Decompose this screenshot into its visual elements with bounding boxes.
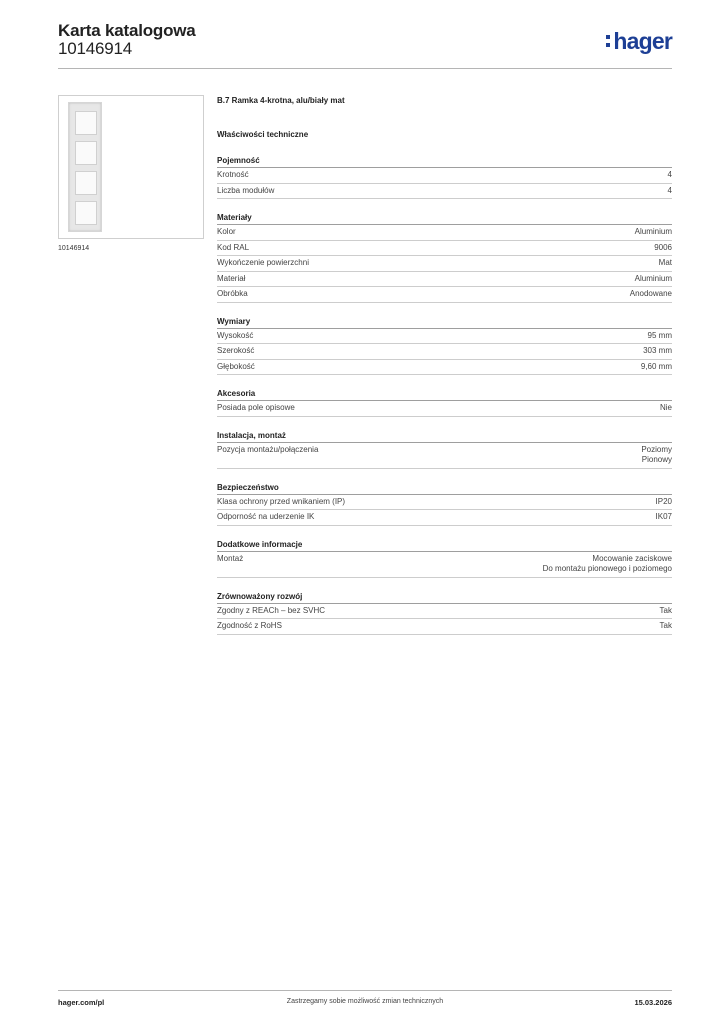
spec-value	[656, 497, 672, 508]
spec-value-line: 9006	[654, 242, 672, 252]
spec-label: Klasa ochrony przed wnikaniem (IP)	[217, 496, 346, 506]
spec-sections	[217, 156, 672, 635]
spec-row	[217, 495, 672, 511]
spec-label: Pozycja montażu/połączenia	[217, 444, 319, 454]
spec-row	[217, 510, 672, 526]
spec-value-line: Mat	[658, 258, 672, 267]
spec-value-line: Mocowanie zaciskowe	[592, 553, 672, 563]
spec-row	[217, 329, 672, 345]
spec-value-line: Do montażu pionowego i poziomego	[542, 564, 672, 573]
spec-row	[217, 360, 672, 376]
spec-value-line: 9,60 mm	[640, 361, 672, 371]
spec-value	[643, 346, 672, 357]
spec-value-line: Nie	[659, 403, 672, 412]
frame-4-gang-image	[68, 102, 102, 232]
header-divider	[58, 68, 672, 69]
spec-row	[217, 241, 672, 257]
frame-opening	[75, 141, 97, 165]
spec-value-line: 4	[667, 170, 672, 179]
spec-section	[217, 483, 672, 526]
spec-label: Kolor	[217, 227, 236, 236]
spec-value-line: Tak	[659, 621, 672, 630]
spec-label: Głębokość	[217, 361, 255, 371]
spec-value	[641, 445, 672, 466]
spec-row	[217, 168, 672, 184]
spec-label: Zgodność z RoHS	[217, 621, 282, 630]
spec-label: Montaż	[217, 553, 244, 563]
section-title: Pojemność	[217, 156, 672, 168]
spec-row	[217, 619, 672, 635]
footer-notice: Zastrzegamy sobie możliwość zmian technicznych	[286, 998, 444, 1005]
section-title: Materiały	[217, 213, 672, 225]
frame-opening	[75, 171, 97, 195]
spec-label: Materiał	[217, 273, 246, 283]
spec-row	[217, 344, 672, 360]
spec-label: Zgodny z REACh – bez SVHC	[217, 605, 326, 615]
spec-value	[659, 258, 672, 269]
spec-label: Krotność	[217, 170, 249, 179]
spec-label: Kod RAL	[217, 242, 250, 252]
spec-value-line: 4	[667, 185, 672, 195]
logo-colon-icon	[606, 34, 611, 48]
spec-row	[217, 184, 672, 200]
spec-label: Szerokość	[217, 346, 255, 355]
spec-section	[217, 540, 672, 578]
spec-value-line: IK07	[655, 512, 672, 521]
spec-section	[217, 317, 672, 376]
spec-value	[654, 243, 672, 254]
spec-value	[543, 554, 672, 575]
spec-section	[217, 592, 672, 635]
logo-text: hager	[613, 28, 672, 54]
spec-value-line: Poziomy	[641, 444, 672, 454]
spec-label: Wykończenie powierzchni	[217, 258, 309, 267]
spec-value-line: Tak	[659, 605, 672, 615]
spec-value	[630, 289, 672, 300]
spec-label: Wysokość	[217, 330, 254, 340]
spec-value	[660, 621, 672, 632]
spec-row	[217, 552, 672, 578]
spec-value	[660, 606, 672, 617]
spec-section	[217, 431, 672, 469]
footer-date: 15.03.2026	[634, 998, 672, 1007]
spec-section	[217, 213, 672, 303]
spec-value	[660, 403, 672, 414]
product-name: B.7 Ramka 4-krotna, alu/biały mat	[217, 96, 345, 105]
spec-row	[217, 225, 672, 241]
spec-row	[217, 401, 672, 417]
footer-divider	[58, 990, 672, 991]
spec-value-line: 303 mm	[643, 346, 672, 355]
spec-value-line: IP20	[655, 496, 672, 506]
spec-value	[641, 362, 672, 373]
spec-value-line: 95 mm	[647, 330, 672, 340]
section-title: Bezpieczeństwo	[217, 483, 672, 495]
spec-value-line: Pionowy	[641, 455, 672, 464]
spec-value	[668, 170, 672, 181]
spec-row	[217, 604, 672, 620]
spec-value-line: Aluminium	[634, 273, 672, 283]
document-number: 10146914	[58, 39, 133, 58]
spec-value-line: Aluminium	[634, 227, 672, 236]
section-title: Akcesoria	[217, 389, 672, 401]
section-title: Wymiary	[217, 317, 672, 329]
spec-row	[217, 272, 672, 288]
spec-label: Posiada pole opisowe	[217, 403, 295, 412]
spec-label: Odporność na uderzenie IK	[217, 512, 315, 521]
technical-properties-heading: Właściwości techniczne	[217, 130, 309, 139]
frame-opening	[75, 111, 97, 135]
spec-content	[217, 96, 672, 635]
spec-row	[217, 256, 672, 272]
product-image	[58, 95, 204, 239]
hager-logo	[606, 28, 672, 55]
spec-value-line: Anodowane	[629, 289, 672, 298]
product-image-caption: 10146914	[58, 245, 90, 252]
spec-value	[635, 227, 672, 238]
spec-label: Obróbka	[217, 289, 248, 298]
spec-label: Liczba modułów	[217, 185, 275, 195]
spec-value	[656, 512, 672, 523]
spec-row	[217, 287, 672, 303]
spec-section	[217, 389, 672, 417]
document-title: Karta katalogowa	[58, 21, 196, 40]
section-title: Dodatkowe informacje	[217, 540, 672, 552]
spec-value	[648, 331, 672, 342]
spec-section	[217, 156, 672, 199]
frame-opening	[75, 201, 97, 225]
page-header	[58, 20, 672, 70]
spec-row	[217, 443, 672, 469]
section-title: Instalacja, montaż	[217, 431, 672, 443]
section-title: Zrównoważony rozwój	[217, 592, 672, 604]
footer-website-link[interactable]: hager.com/pl	[58, 998, 105, 1007]
spec-value	[635, 274, 672, 285]
spec-value	[668, 186, 672, 197]
